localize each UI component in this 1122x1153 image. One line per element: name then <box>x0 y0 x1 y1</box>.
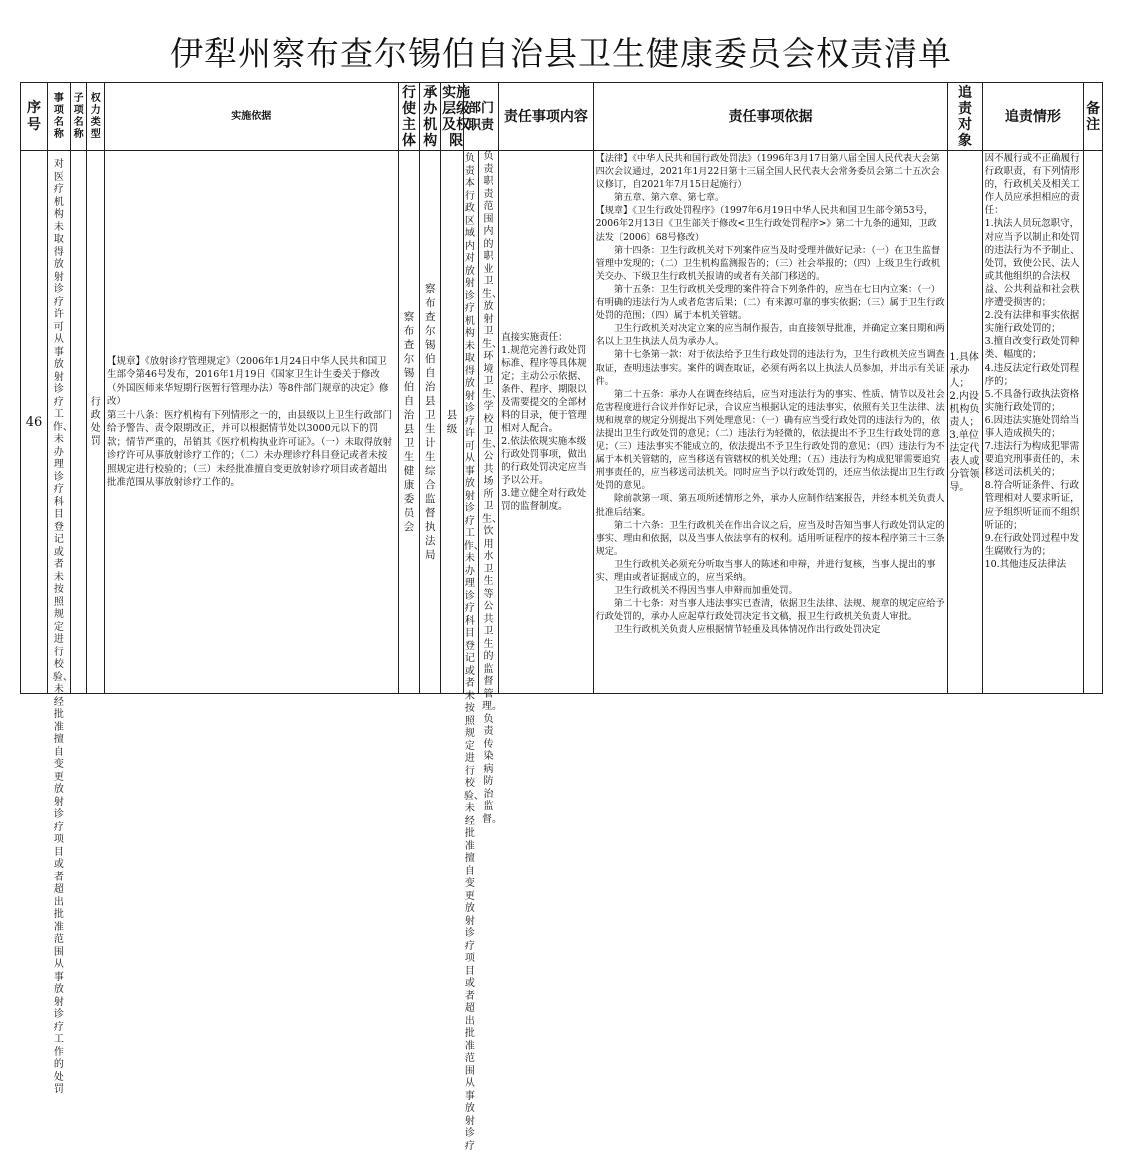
basis-para: 【规章】《卫生行政处罚程序》（1997年6月19日中华人民共和国卫生部令第53号，2006年2月13日《卫生部关于修改<卫生行政处罚程序>》第二十九条的通知，卫政法发〔2006〕68号修改） <box>595 205 937 243</box>
row-level: 县级 <box>441 151 464 694</box>
basis-para: 第二十五条：承办人在调查终结后，应当对违法行为的事实、性质、情节以及社会危害程度进行合议并作好记录，合议应当根据认定的违法事实，依照有关卫生法律、法规和规章的规定分别提出下列处理意见：（一）确有应当受行政处罚的违法行为的，依法提出卫生行政处罚的意见；（二）违法行为轻微的，依法提出不予卫生行政处罚的意见；（三）违法事实不能成立的，依法提出不予卫生行政处罚的意见；（四）违法行为不属于本机关管辖的，应当移送有管辖权的机关处理；（五）违法行为构成犯罪需要追究刑事责任的，应当移送司法机关。同时应当予以行政处罚的，还应当依法提出卫生行政处罚的意见。 <box>595 388 945 492</box>
row-circumstances: 因不履行或不正确履行行政职责，有下列情形的，行政机关及相关工作人员应承担相应的责任： 1.执法人员玩忽职守，对应当予以制止和处罚的违法行为不予制止、处罚，致使公民、法人或其他组织的合法权益、公共利益和社会秩序遭受损害的； 2.没有法律和事实依据实施行政处罚的； 3.擅自改变行政处罚种类、幅度的； 4.违反法定行政处罚程序的； 5.不具备行政执法资格实施行政处罚的； 6.因违法实施处罚给当事人造成损失的； 7.违法行为构成犯罪需要追究刑事责任的，未移送司法机关的； 8.符合听证条件、行政管理相对人要求听证，应予组织听证而不组织听证的； 9.在行政处罚过程中发生腐败行为的； 10.其他违反法律法 <box>982 151 1084 694</box>
row-handling-org: 察布查尔锡伯自治县卫生计生综合监督执法局 <box>420 151 441 694</box>
header-level: 实施层级及权限 <box>442 84 471 149</box>
header-row <box>21 83 1103 151</box>
basis-para: 除前款第一项、第五项所述情形之外，承办人应制作结案报告，并经本机关负责人批准后结案。 <box>595 493 945 518</box>
header-accountable: 追责对象 <box>948 83 982 151</box>
row-power-type: 行政处罚 <box>87 151 105 694</box>
row-accountable: 1.具体承办人； 2.内设机构负责人； 3.单位法定代表人或分管领导。 <box>948 151 982 694</box>
header-power-type: 权力类型 <box>87 83 105 151</box>
basis-para: 第十五条：卫生行政机关受理的案件符合下列条件的，应当在七日内立案：（一）有明确的违法行为人或者危害后果；（二）有来源可靠的事实依据；（三）属于卫生行政处罚的范围；（四）属于本机关管辖。 <box>595 283 945 322</box>
basis-para: 第十七条第一款：对于依法给予卫生行政处罚的违法行为，卫生行政机关应当调查取证，查明违法事实。案件的调查取证，必须有两名以上执法人员参加，并出示有关证件。 <box>595 349 945 387</box>
basis-para: 第十四条：卫生行政机关对下列案件应当及时受理并做好记录：（一）在卫生监督管理中发现的；（二）卫生机构监测报告的；（三）社会举报的；（四）上级卫生行政机关交办、下级卫生行政机关报请的或者有关部门移送的。 <box>595 244 941 282</box>
basis-para: 第二十七条：对当事人违法事实已查清，依据卫生法律、法规、规章的规定应给予行政处罚的，承办人应起草行政处罚决定书文稿，报卫生行政机关负责人审批。 <box>595 598 945 623</box>
header-remark: 备注 <box>1084 83 1103 151</box>
header-circumstances: 追责情形 <box>982 83 1084 151</box>
row-resp-content: 直接实施责任： 1.规范完善行政处罚标准、程序等具体规定；主动公示依据、条件、程序、期限以及需要提交的全部材料的目录，便于管理相对人配合。 2.依法依规实施本级行政处罚事项，做出的行政处罚决定应当予以公开。 3.建立健全对行政处罚的监督制度。 <box>499 151 593 694</box>
header-seq: 序号 <box>21 83 48 151</box>
header-resp-content: 责任事项内容 <box>499 83 593 151</box>
responsibility-table <box>20 82 1103 1152</box>
row-subject: 察布查尔锡伯自治县卫生健康委员会 <box>398 151 420 694</box>
header-handling-org: 承办机构 <box>420 83 441 151</box>
row-dept-duty-top: 负责本行政区域内对放射诊疗机构未取得放射诊疗许可从事放射诊疗工作、未办理诊疗科目登记或者未按照规定进行校验、未经批准擅自变更放射诊疗项目或者超出批准范围从事放射诊疗 <box>463 153 484 1152</box>
row-seq: 46 <box>21 151 48 694</box>
basis-para: 卫生行政机关对决定立案的应当制作报告，由直接领导批准，并确定立案日期和两名以上卫生执法人员为承办人。 <box>595 323 945 348</box>
header-resp-basis: 责任事项依据 <box>593 83 948 151</box>
header-dept-duty: 部门职责 <box>463 83 498 151</box>
basis-para: 第五章、第六章、第七章。 <box>613 192 725 204</box>
row-remark <box>1084 151 1103 694</box>
header-item-name: 事项名称 <box>47 83 70 151</box>
basis-para: 卫生行政机关必须充分听取当事人的陈述和申辩，并进行复核，当事人提出的事实、理由或者证据成立的，应当采纳。 <box>595 558 936 583</box>
table-row <box>21 151 1103 694</box>
basis-para: 第二十六条：卫生行政机关在作出合议之后，应当及时告知当事人行政处罚认定的事实、理由和依据，以及当事人依法享有的权利。适用听证程序的按本程序第三十三条规定。 <box>595 519 945 557</box>
basis-para: 卫生行政机关负责人应根据情节轻重及具体情况作出行政处罚决定 <box>613 624 881 636</box>
row-dept-duty <box>463 151 503 1152</box>
row-resp-basis <box>593 151 948 694</box>
basis-para: 卫生行政机关不得因当事人申辩而加重处罚。 <box>613 585 798 597</box>
row-item-name: 对医疗机构未取得放射诊疗许可从事放射诊疗工作、未办理诊疗科目登记或者未按照规定进行校验、未经批准擅自变更放射诊疗项目或者超出批准范围从事放射诊疗工作的处罚 <box>47 151 70 694</box>
basis-para: 【法律】《中华人民共和国行政处罚法》（1996年3月17日第八届全国人民代表大会第四次会议通过，2021年1月22日第十三届全国人民代表大会常务委员会第二十五次会议修订，自2021年7月15日起施行） <box>595 153 940 191</box>
row-basis: 【规章】《放射诊疗管理规定》（2006年1月24日中华人民共和国卫生部令第46号发布，2016年1月19日《国家卫生计生委关于修改（外国医师来华短期行医暂行管理办法）等8件部门规章的决定》修改） 第三十八条：医疗机构有下列情形之一的，由县级以上卫生行政部门给予警告、责令限期改正，并可以根据情节处以3000元以下的罚款；情节严重的，吊销其《医疗机构执业许可证》。（一）未取得放射诊疗许可从事放射诊疗工作的；（二）未办理诊疗科目登记或者未按照规定进行校验的；（三）未经批准擅自变更放射诊疗项目或者超出批准范围从事放射诊疗工作的。 <box>105 151 399 694</box>
header-subject: 行使主体 <box>398 83 420 151</box>
row-dept-duty-main: 负责职责范围内的职业卫生、放射卫生、环境卫生、学校卫生、公共场所卫生、饮用水卫生等公共卫生的监督管理。负责传染病防治监督。 <box>482 151 503 825</box>
header-basis: 实施依据 <box>105 83 399 151</box>
header-subitem-name: 子项名称 <box>70 83 87 151</box>
page-title: 伊犁州察布查尔锡伯自治县卫生健康委员会权责清单 <box>170 34 952 73</box>
